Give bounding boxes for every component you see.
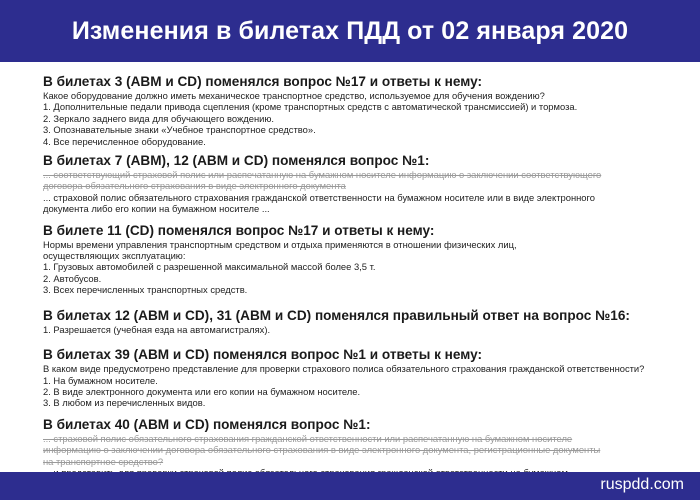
old-text-line: ... страховой полис обязательного страхования гражданской ответственности или распечатанную на бумажном носителе	[43, 432, 573, 444]
question-text: Нормы времени управления транспортным средством и отдыха применяются в отношении физических лиц,	[43, 238, 517, 250]
answer-line: 1. Разрешается (учебная езда на автомагистралях).	[43, 323, 271, 335]
section-ticket-12-31	[43, 308, 693, 335]
section-heading: В билетах 40 (ABM и CD) поменялся вопрос №1:	[43, 416, 371, 432]
answer-line: 2. Автобусов.	[43, 272, 102, 284]
site-link[interactable]: ruspdd.com	[600, 476, 684, 493]
answer-line: 3. Всех перечисленных транспортных средств.	[43, 284, 248, 296]
question-text: В каком виде предусмотрено представление для проверки страхового полиса обязательного страхования гражданской ответственности?	[43, 363, 645, 375]
answer-line: 1. Грузовых автомобилей с разрешенной максимальной массой более 3,5 т.	[43, 261, 376, 273]
old-text-line: ... соответствующий страховой полис или распечатанную на бумажном носителе информацию о заключении соответствующего	[43, 169, 602, 181]
answer-line: 2. Зеркало заднего вида для обучающего вождению.	[43, 112, 275, 124]
header-banner	[0, 0, 700, 62]
old-text-line: информацию о заключении договора обязательного страхования в виде электронного документа, регистрационные документы	[43, 444, 601, 456]
section-ticket-3	[43, 74, 693, 147]
section-heading: В билете 11 (CD) поменялся вопрос №17 и ответы к нему:	[43, 222, 435, 238]
new-text-line: документа либо его копии на бумажном носителе ...	[43, 203, 270, 215]
answer-line: 1. Дополнительные педали привода сцепления (кроме транспортных средств с автоматической трансмиссией) и тормоза.	[43, 101, 578, 113]
new-text-line: ... страховой полис обязательного страхования гражданской ответственности на бумажном носителе или в виде электронного	[43, 191, 595, 203]
section-ticket-7-12	[43, 153, 693, 215]
section-heading: В билетах 39 (ABM и CD) поменялся вопрос №1 и ответы к нему:	[43, 347, 483, 363]
content	[43, 74, 693, 490]
section-ticket-11	[43, 223, 693, 296]
answer-line: 3. В любом из перечисленных видов.	[43, 397, 206, 409]
old-text-line: на транспортное средство?	[43, 455, 164, 467]
answer-line: 3. Опознавательные знаки «Учебное транспортное средство».	[43, 124, 316, 136]
section-heading: В билетах 3 (ABM и CD) поменялся вопрос №17 и ответы к нему:	[43, 74, 483, 89]
question-text: Какое оборудование должно иметь механическое транспортное средство, используемое для обучения вождению?	[43, 90, 545, 101]
old-text-line: договора обязательного страхования в виде электронного документа	[43, 180, 346, 192]
section-heading: В билетах 7 (ABM), 12 (ABM и CD) поменялся вопрос №1:	[43, 153, 430, 169]
section-heading: В билетах 12 (ABM и CD), 31 (ABM и CD) поменялся правильный ответ на вопрос №16:	[43, 307, 630, 323]
section-ticket-39	[43, 347, 693, 409]
footer-bar	[0, 472, 700, 500]
page-title: Изменения в билетах ПДД от 02 января 2020	[71, 16, 629, 45]
answer-line: 2. В виде электронного документа или его копии на бумажном носителе.	[43, 385, 361, 397]
answer-line: 4. Все перечисленное оборудование.	[43, 135, 206, 147]
question-text: осуществляющих эксплуатацию:	[43, 250, 186, 262]
answer-line: 1. На бумажном носителе.	[43, 374, 158, 386]
